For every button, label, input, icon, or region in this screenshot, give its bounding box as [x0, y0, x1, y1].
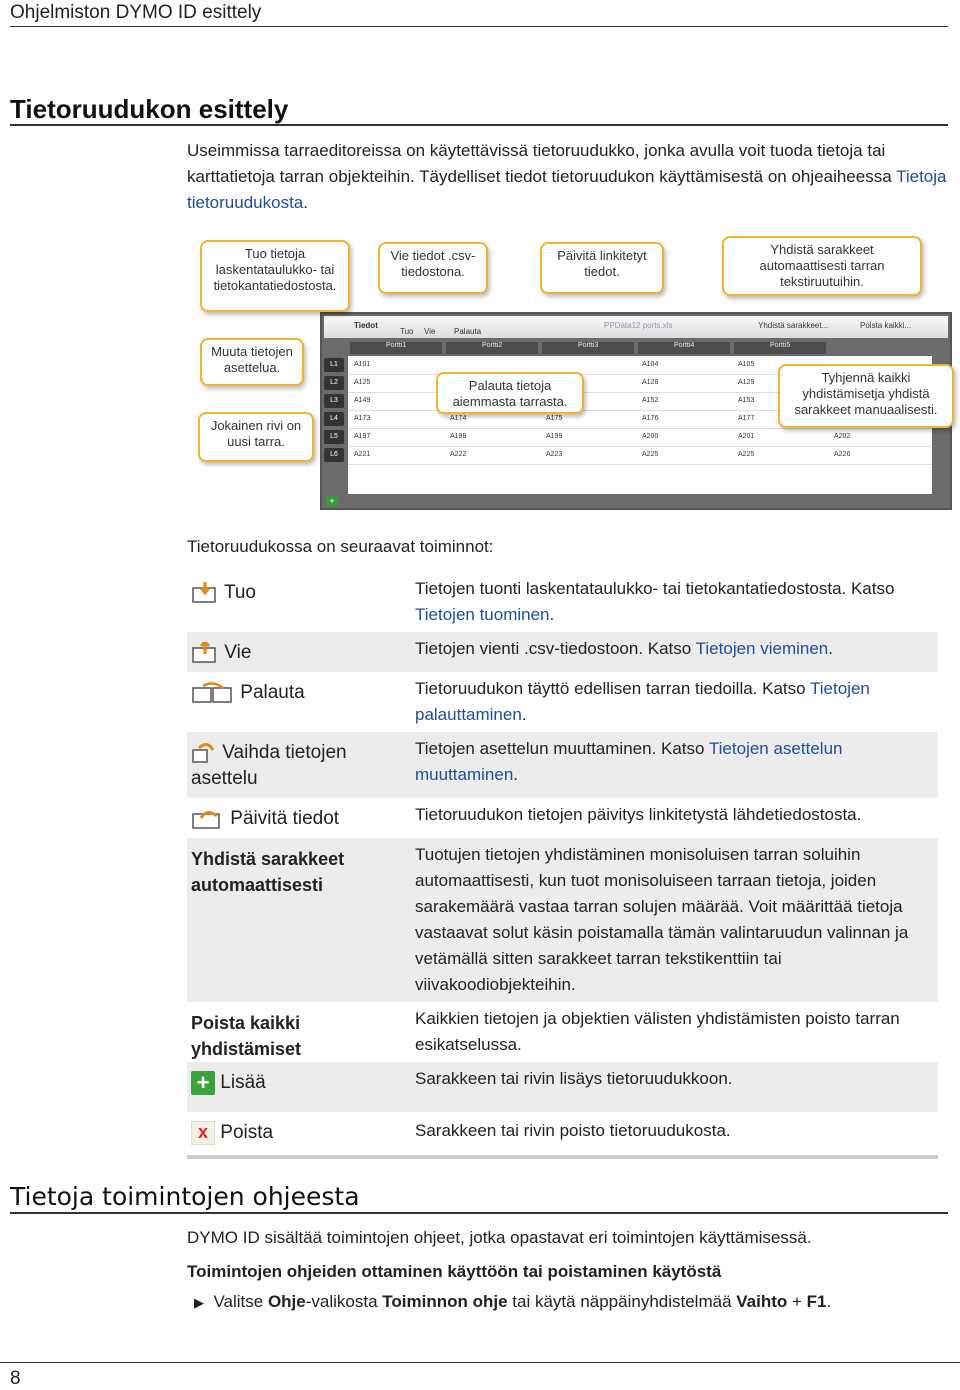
- function-label: [191, 740, 391, 792]
- section-rule-2: [10, 1212, 948, 1214]
- help-subheading: Toimintojen ohjeiden ottaminen käyttöön tai poistaminen käytöstä: [187, 1262, 722, 1281]
- column-label: Portti2: [482, 342, 503, 349]
- column-header[interactable]: [734, 342, 826, 354]
- function-name: Vie: [224, 642, 252, 663]
- desc-end: .: [513, 765, 519, 784]
- row-header[interactable]: L5: [324, 430, 344, 444]
- callout-merge: Yhdistä sarakkeet automaattisesti tarran tekstiruutuihin.: [722, 236, 922, 296]
- function-name: Vaihda tietojen asettelu: [191, 742, 347, 789]
- row-header[interactable]: L4: [324, 412, 344, 426]
- grid-cell[interactable]: A222: [450, 451, 467, 458]
- toolbar-restore[interactable]: Palauta: [454, 327, 482, 336]
- function-label: [191, 580, 256, 606]
- function-name: Päivitä tiedot: [230, 808, 340, 829]
- add-row-icon[interactable]: +: [326, 496, 338, 506]
- toolbar-merge[interactable]: Yhdistä sarakkeet...: [758, 321, 829, 330]
- callout-import: Tuo tietoja laskentataulukko- tai tietokantatiedostosta.: [200, 240, 350, 312]
- function-desc: Kaikkien tietojen ja objektien välisten yhdistämisten poisto tarran esikatselussa.: [415, 1009, 900, 1054]
- function-desc: [415, 676, 935, 728]
- grid-cell[interactable]: A176: [642, 415, 659, 422]
- export-icon: [191, 642, 219, 664]
- desc-end: .: [828, 639, 833, 658]
- function-row-merge: [187, 838, 938, 1002]
- intro-paragraph: [187, 138, 947, 216]
- step-item: Toiminnon ohje: [382, 1292, 508, 1311]
- function-desc: Sarakkeen tai rivin poisto tietoruudukosta.: [415, 1121, 731, 1140]
- toolbar-import[interactable]: Tuo: [400, 327, 414, 336]
- function-desc: [415, 636, 935, 662]
- import-icon: [191, 582, 219, 604]
- toolbar-label: Tiedot: [354, 321, 378, 330]
- grid-toolbar: [324, 316, 948, 338]
- functions-intro: Tietoruudukossa on seuraavat toiminnot:: [187, 537, 494, 556]
- bullet-arrow-icon: ▶: [194, 1295, 204, 1310]
- column-header[interactable]: [638, 342, 730, 354]
- callout-clear: Tyhjennä kaikki yhdistämisetja yhdistä sarakkeet manuaalisesti.: [778, 364, 954, 428]
- function-label: [191, 1120, 273, 1146]
- function-name: Lisää: [220, 1072, 266, 1093]
- grid-cell[interactable]: A153: [738, 397, 755, 404]
- grid-cell[interactable]: A177: [738, 415, 755, 422]
- grid-cell[interactable]: A200: [642, 433, 659, 440]
- step-text: -valikosta: [305, 1292, 383, 1311]
- column-label: Portti5: [770, 342, 791, 349]
- intro-link[interactable]: Tietoja tietoruudukosta: [187, 167, 947, 212]
- row-header[interactable]: L3: [324, 394, 344, 408]
- table-row: [348, 428, 932, 447]
- function-row-clear: [187, 1002, 938, 1062]
- refresh-icon: [191, 808, 225, 830]
- add-icon: +: [191, 1071, 215, 1095]
- desc-link[interactable]: Tietojen asettelun muuttaminen: [415, 739, 843, 784]
- swap-layout-icon: [191, 742, 217, 764]
- grid-cell[interactable]: A175: [546, 415, 563, 422]
- intro-end: .: [303, 193, 308, 212]
- desc-text: Tietojen vienti .csv-tiedostoon. Katso: [415, 639, 696, 658]
- section-rule: [10, 124, 948, 126]
- page-number: 8: [10, 1368, 21, 1389]
- callout-layout: Muuta tietojen asettelua.: [200, 338, 304, 386]
- desc-link[interactable]: Tietojen palauttaminen: [415, 679, 870, 724]
- section-title: Tietoruudukon esittely: [10, 94, 289, 124]
- delete-icon: x: [191, 1121, 215, 1145]
- desc-end: .: [549, 605, 555, 624]
- grid-cell[interactable]: A104: [642, 361, 659, 368]
- function-desc: [415, 736, 935, 788]
- grid-cell[interactable]: A221: [354, 451, 371, 458]
- grid-cell[interactable]: A128: [642, 379, 659, 386]
- callout-export: Vie tiedot .csv-tiedostona.: [378, 242, 488, 294]
- function-desc: [415, 576, 935, 628]
- section-title-2: Tietoja toimintojen ohjeesta: [10, 1182, 360, 1211]
- grid-cell[interactable]: A225: [642, 451, 659, 458]
- function-label: [191, 680, 305, 706]
- function-name: Tuo: [223, 582, 256, 603]
- toolbar-export[interactable]: Vie: [424, 327, 436, 336]
- grid-cell[interactable]: A201: [738, 433, 755, 440]
- function-desc: Sarakkeen tai rivin lisäys tietoruudukkoon.: [415, 1069, 733, 1088]
- column-header[interactable]: [446, 342, 538, 354]
- column-label: Portti1: [386, 342, 407, 349]
- grid-cell[interactable]: A125: [354, 379, 371, 386]
- callout-newrow: Jokainen rivi on uusi tarra.: [198, 412, 314, 462]
- running-header: Ohjelmiston DYMO ID esittely: [10, 2, 262, 23]
- function-label: [191, 806, 339, 832]
- grid-cell[interactable]: A197: [354, 433, 371, 440]
- table-row: [348, 446, 932, 465]
- callout-refresh: Päivitä linkitetyt tiedot.: [540, 242, 664, 294]
- function-row-import: [187, 572, 938, 632]
- grid-cell[interactable]: A174: [450, 415, 467, 422]
- column-header[interactable]: [350, 342, 442, 354]
- step-text: .: [826, 1292, 832, 1311]
- restore-icon: [191, 682, 235, 704]
- function-label: [191, 640, 251, 666]
- column-label: Portti4: [674, 342, 695, 349]
- grid-cell[interactable]: A226: [834, 451, 851, 458]
- intro-text: Useimmissa tarraeditoreissa on käytettävissä tietoruudukko, jonka avulla voit tuoda tietoja tai karttatietoja tarran objekteihin. Täydelliset tiedot tietoruudukon käyttämisestä on ohjeaiheessa: [187, 141, 897, 186]
- grid-cell[interactable]: A105: [738, 361, 755, 368]
- function-desc: Tuotujen tietojen yhdistäminen monisoluisen tarran soluihin automaattisesti, kun tuot monisoluiseen tarraan tietoja, joiden sarakemäärä vastaa tarran solujen määrää. Voit määrittää tietoja vastaavat solut käsin poistamalla tämän valintaruudun valinnan ja vetämällä sitten sarakkeet tarran tekstikenttiin tai viivakoodiobjekteihin.: [415, 845, 909, 994]
- row-header[interactable]: L2: [324, 376, 344, 390]
- column-label: Portti3: [578, 342, 599, 349]
- function-name: Poista: [220, 1122, 274, 1143]
- function-row-export: [187, 632, 938, 672]
- data-grid-screenshot: [190, 232, 958, 508]
- grid-cell[interactable]: A152: [642, 397, 659, 404]
- function-label: [191, 1070, 266, 1096]
- desc-link[interactable]: Tietojen tuominen: [415, 605, 550, 624]
- footer-rule: [0, 1362, 960, 1363]
- grid-cell[interactable]: A129: [738, 379, 755, 386]
- toolbar-clear[interactable]: Poista kaikki...: [860, 321, 912, 330]
- toolbar-file: PPData12 ports.xls: [604, 321, 673, 330]
- step-text: tai käytä näppäinyhdistelmää: [507, 1292, 737, 1311]
- help-step: [194, 1289, 831, 1316]
- row-header[interactable]: L1: [324, 358, 344, 372]
- function-row-refresh: [187, 798, 938, 838]
- function-name: Poista kaikki yhdistämiset: [191, 1013, 302, 1059]
- desc-link[interactable]: Tietojen vieminen: [695, 639, 829, 658]
- desc-text: Tietoruudukon täyttö edellisen tarran tiedoilla. Katso: [415, 679, 811, 698]
- function-row-restore: [187, 672, 938, 732]
- desc-text: Tietojen tuonti laskentataulukko- tai tietokantatiedostosta. Katso: [415, 579, 895, 598]
- column-header[interactable]: [542, 342, 634, 354]
- function-desc: [415, 802, 935, 828]
- desc-text: Tietojen asettelun muuttaminen. Katso: [415, 739, 709, 758]
- table-bottom-rule: [187, 1155, 938, 1159]
- grid-cell[interactable]: A198: [450, 433, 467, 440]
- step-key: F1: [806, 1292, 827, 1311]
- desc-text: Tietoruudukon tietojen päivitys linkitetystä lähdetiedostosta.: [415, 805, 862, 824]
- grid-cell[interactable]: A101: [354, 361, 371, 368]
- function-row-delete: [187, 1112, 938, 1154]
- function-name: Yhdistä sarakkeet automaattisesti: [191, 849, 345, 895]
- grid-cell[interactable]: A202: [834, 433, 851, 440]
- grid-cell[interactable]: A225: [738, 451, 755, 458]
- callout-restore: Palauta tietoja aiemmasta tarrasta.: [436, 372, 584, 414]
- function-row-add: [187, 1062, 938, 1112]
- grid-cell[interactable]: A173: [354, 415, 371, 422]
- function-name: Palauta: [240, 682, 305, 703]
- row-header[interactable]: L6: [324, 448, 344, 462]
- help-paragraph: DYMO ID sisältää toimintojen ohjeet, jotka opastavat eri toimintojen käyttämisessä.: [187, 1228, 812, 1247]
- grid-cell[interactable]: A199: [546, 433, 563, 440]
- step-menu: Ohje: [267, 1292, 306, 1311]
- step-text: +: [787, 1292, 807, 1311]
- desc-end: .: [521, 705, 527, 724]
- function-row-layout: [187, 732, 938, 798]
- grid-cell[interactable]: A149: [354, 397, 371, 404]
- step-key: Vaihto: [736, 1292, 788, 1311]
- header-rule: [10, 26, 948, 27]
- step-text: Valitse: [213, 1292, 268, 1311]
- grid-cell[interactable]: A223: [546, 451, 563, 458]
